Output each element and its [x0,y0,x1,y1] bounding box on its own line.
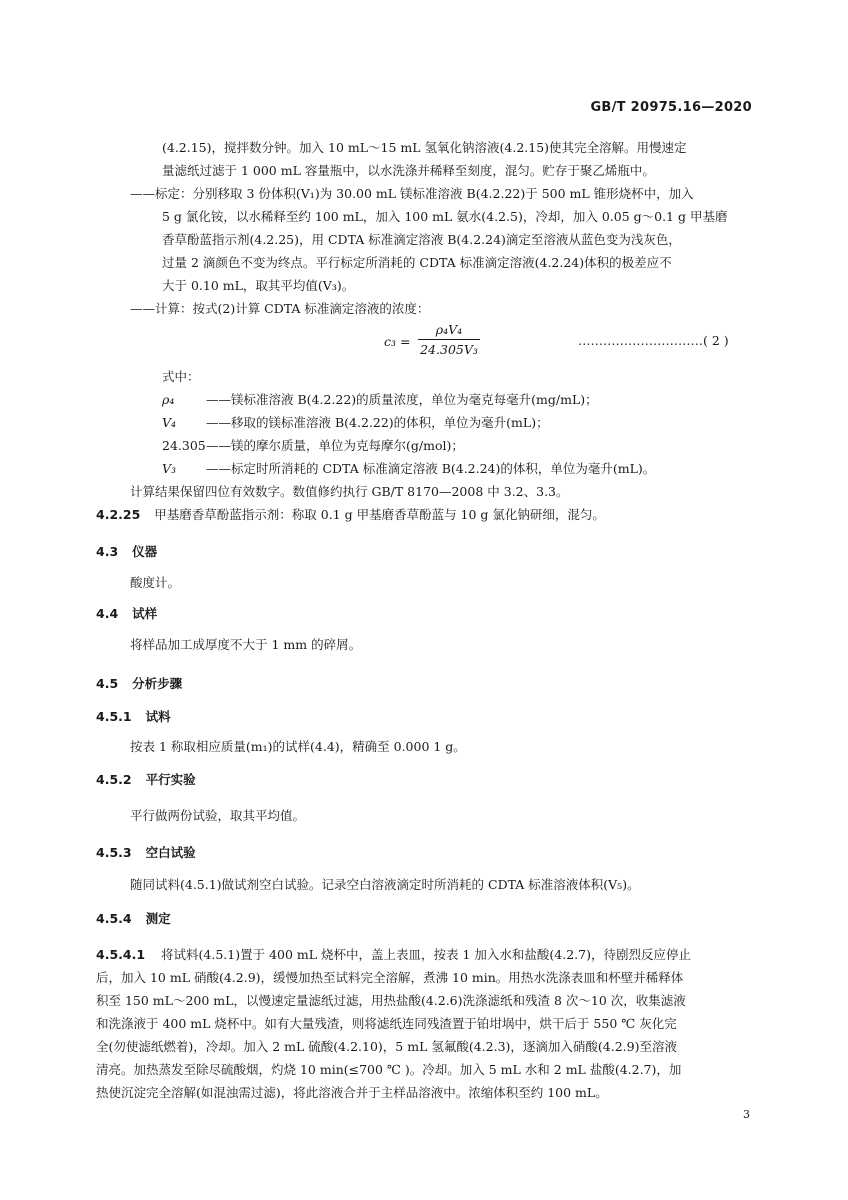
section-heading [96,771,196,789]
paragraph-line: 量滤纸过滤于 1 000 mL 容量瓶中，以水洗涤并稀释至刻度，混匀。贮存于聚乙烯瓶中。 [162,163,655,178]
equation-number: …………………………( 2 ) [578,333,729,348]
calculation-item: ——计算：按式(2)计算 CDTA 标准滴定溶液的浓度： [130,301,430,316]
paragraph-line: 将试料(4.5.1)置于 400 mL 烧杯中，盖上表皿，按表 1 加入水和盐酸(4.2.7)，待剧烈反应停止 [161,947,691,962]
item-text: 甲基磨香草酚蓝指示剂：称取 0.1 g 甲基磨香草酚蓝与 10 g 氯化钠研细，混匀。 [154,507,605,522]
standard-number: GB/T 20975.16—2020 [590,100,752,115]
symbol: 24.305 [162,438,206,453]
paragraph-line: 大于 0.10 mL，取其平均值(V₃)。 [162,278,355,293]
section-heading [96,844,196,862]
equation-lhs: c₃ = [384,334,411,349]
section-title: 试料 [145,709,171,724]
equation-denominator: 24.305V₃ [420,342,478,357]
section-heading [96,708,171,726]
section-number: 4.5.3 [96,845,132,860]
paragraph-line: 清亮。加热蒸发至除尽硫酸烟，灼烧 10 min(≤700 ℃ )。冷却。加入 5 mL 水和 2 mL 盐酸(4.2.7)，加 [96,1062,682,1077]
item-number: 4.2.25 [96,507,141,522]
paragraph-line: 热使沉淀完全溶解(如混浊需过滤)，将此溶液合并于主样品溶液中。浓缩体积至约 100 mL。 [96,1085,608,1100]
symbol-description: ——移取的镁标准溶液 B(4.2.22)的体积，单位为毫升(mL)； [206,415,549,430]
section-body: 酸度计。 [130,575,181,590]
section-body: 随同试料(4.5.1)做试剂空白试验。记录空白溶液滴定时所消耗的 CDTA 标准溶液体积(V₅)。 [130,877,640,892]
section-title: 平行实验 [145,772,196,787]
paragraph-line: 过量 2 滴颜色不变为终点。平行标定所消耗的 CDTA 标准滴定溶液(4.2.24)体积的极差应不 [162,255,672,270]
symbol-definition [162,437,464,455]
item-4-5-4-1-first-line [96,946,691,964]
section-body: 将样品加工成厚度不大于 1 mm 的碎屑。 [130,637,362,652]
symbol-definition [162,460,655,478]
symbol-definition [162,414,549,432]
equation-numerator: ρ₄V₄ [418,322,480,340]
section-number: 4.3 [96,544,119,559]
section-title: 试样 [132,606,158,621]
section-number: 4.5.4 [96,911,132,926]
section-title: 测定 [145,911,171,926]
symbol-description: ——镁标准溶液 B(4.2.22)的质量浓度，单位为毫克每毫升(mg/mL)； [206,392,598,407]
paragraph-line: 全(勿使滤纸燃着)，冷却。加入 2 mL 硫酸(4.2.10)，5 mL 氢氟酸(4.2.3)，逐滴加入硝酸(4.2.9)至溶液 [96,1039,677,1054]
symbol: V₄ [162,415,177,430]
section-body: 按表 1 称取相应质量(m₁)的试样(4.4)，精确至 0.000 1 g。 [130,739,466,754]
paragraph-line: (4.2.15)，搅拌数分钟。加入 10 mL～15 mL 氢氧化钠溶液(4.2.15)使其完全溶解。用慢速定 [162,140,687,155]
section-body: 平行做两份试验，取其平均值。 [130,808,306,823]
section-number: 4.5.2 [96,772,132,787]
section-heading [96,675,182,693]
where-label: 式中： [162,369,200,384]
page-number: 3 [743,1108,750,1121]
paragraph-line: 5 g 氯化铵，以水稀释至约 100 mL，加入 100 mL 氨水(4.2.5)，冷却，加入 0.05 g～0.1 g 甲基磨 [162,209,728,224]
section-title: 空白试验 [145,845,196,860]
paragraph-line: 和洗涤液于 400 mL 烧杯中。如有大量残渣，则将滤纸连同残渣置于铂坩埚中，烘干后于 550 ℃ 灰化完 [96,1016,677,1031]
section-heading [96,543,157,561]
section-title: 分析步骤 [132,676,183,691]
calc-note: 计算结果保留四位有效数字。数值修约执行 GB/T 8170—2008 中 3.2、3.3。 [130,484,569,499]
section-title: 仪器 [132,544,158,559]
paragraph-line: 后，加入 10 mL 硝酸(4.2.9)，缓慢加热至试料完全溶解，煮沸 10 min。用热水洗涤表皿和杯壁并稀释体 [96,970,684,985]
equation-fraction [418,322,480,357]
item-4-2-25 [96,506,605,524]
symbol: V₃ [162,461,177,476]
section-number: 4.5.1 [96,709,132,724]
symbol-description: ——镁的摩尔质量，单位为克每摩尔(g/mol)； [206,438,464,453]
section-heading [96,605,157,623]
symbol-definition [162,391,598,409]
symbol: ρ₄ [162,392,175,407]
paragraph-line: 积至 150 mL～200 mL，以慢速定量滤纸过滤，用热盐酸(4.2.6)洗涤滤纸和残渣 8 次～10 次，收集滤液 [96,993,686,1008]
paragraph-line: 香草酚蓝指示剂(4.2.25)，用 CDTA 标准滴定溶液 B(4.2.24)滴定至溶液从蓝色变为浅灰色， [162,232,681,247]
item-number: 4.5.4.1 [96,947,146,962]
symbol-description: ——标定时所消耗的 CDTA 标准滴定溶液 B(4.2.24)的体积，单位为毫升(mL)。 [206,461,656,476]
section-number: 4.4 [96,606,119,621]
calibration-item: ——标定：分别移取 3 份体积(V₁)为 30.00 mL 镁标准溶液 B(4.2.22)于 500 mL 锥形烧杯中，加入 [130,186,694,201]
section-heading [96,910,171,928]
section-number: 4.5 [96,676,119,691]
